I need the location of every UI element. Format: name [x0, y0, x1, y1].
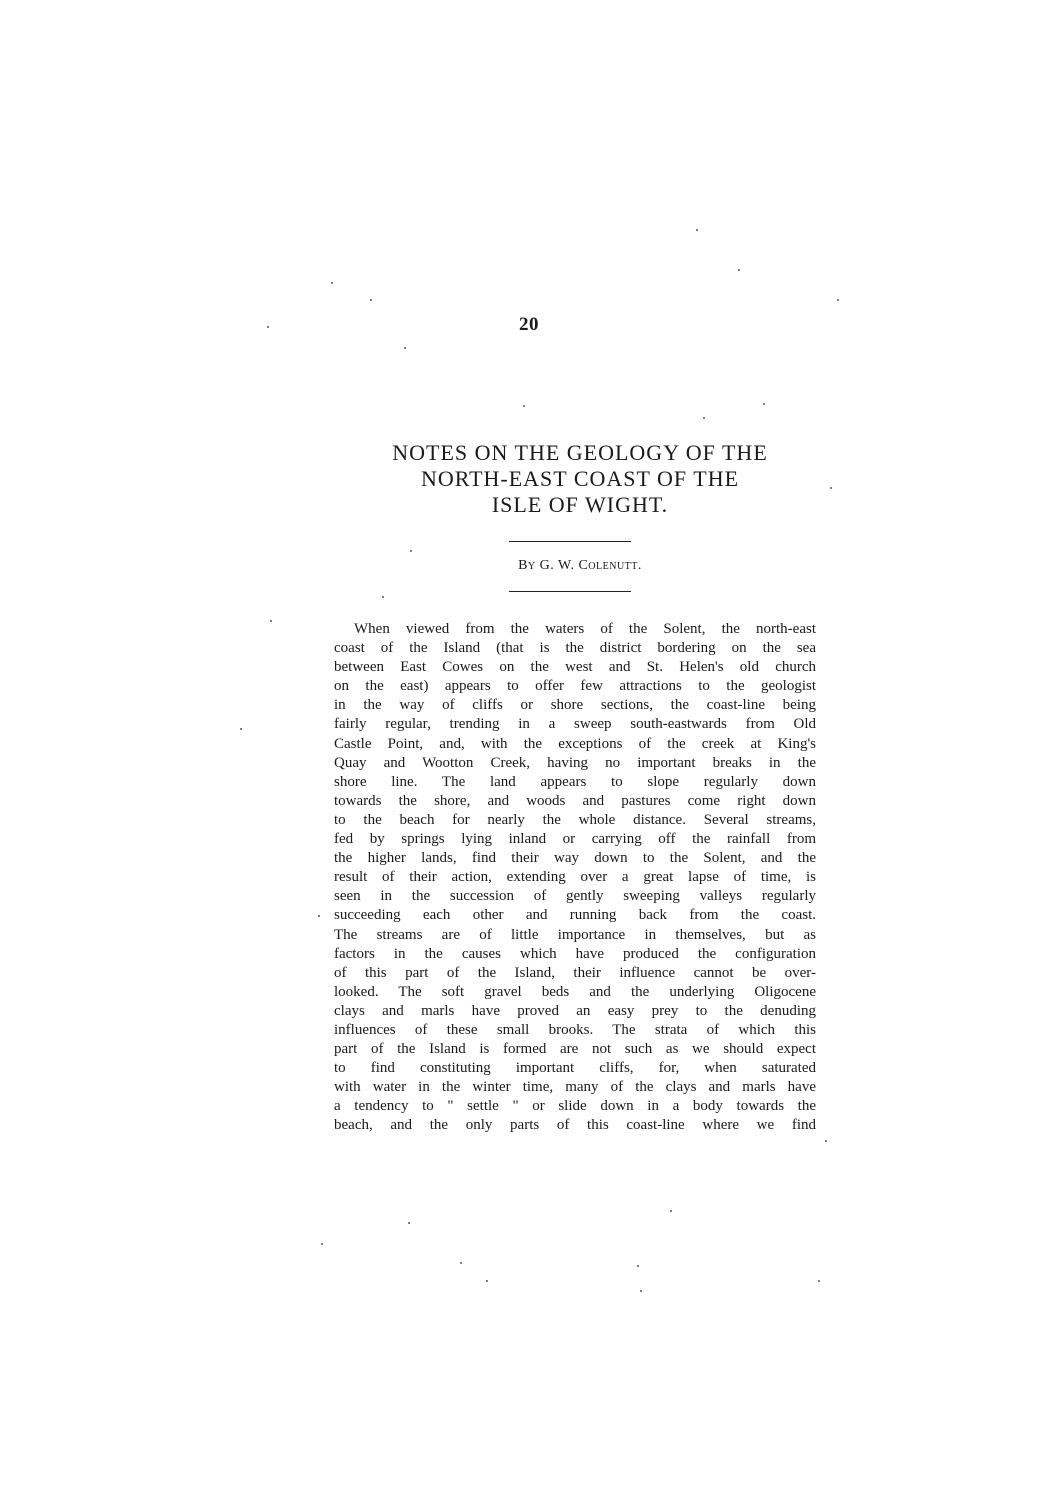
body-line: the higher lands, find their way down to the Solent, and the: [334, 850, 816, 867]
body-line: When viewed from the waters of the Solent, the north-east: [354, 621, 816, 637]
body-line: on the east) appears to offer few attractions to the geologist: [334, 678, 816, 695]
body-line: succeeding each other and running back from the coast.: [334, 907, 816, 924]
scan-speck: [640, 1290, 642, 1292]
body-line: towards the shore, and woods and pastures come right down: [334, 792, 816, 809]
scan-speck: [321, 1243, 323, 1245]
scan-speck: [818, 1280, 820, 1282]
body-line: clays and marls have proved an easy prey to the denuding: [334, 1002, 816, 1019]
scan-speck: [738, 269, 740, 271]
scan-speck: [404, 347, 406, 349]
scan-speck: [270, 620, 272, 622]
scan-speck: [331, 282, 333, 284]
body-line: seen in the succession of gently sweeping valleys regularly: [334, 888, 816, 905]
scan-speck: [670, 1210, 672, 1212]
scan-speck: [410, 550, 412, 552]
body-line: shore line. The land appears to slope regularly down: [334, 773, 816, 790]
title-line-3: ISLE OF WIGHT.: [491, 492, 669, 517]
body-line: beach, and the only parts of this coast-line where we find: [334, 1117, 816, 1134]
scan-speck: [267, 326, 269, 328]
body-line: with water in the winter time, many of the clays and marls have: [334, 1079, 816, 1096]
body-line: between East Cowes on the west and St. Helen's old church: [334, 659, 816, 676]
divider-top: [509, 541, 631, 542]
scan-speck: [523, 405, 525, 407]
scan-speck: [240, 728, 242, 730]
divider-bottom: [509, 591, 631, 592]
body-line: coast of the Island (that is the district bordering on the sea: [334, 640, 816, 657]
body-line: looked. The soft gravel beds and the underlying Oligocene: [334, 983, 816, 1000]
scan-speck: [486, 1280, 488, 1282]
body-line: fairly regular, trending in a sweep south-eastwards from Old: [334, 716, 816, 733]
scan-speck: [825, 1140, 827, 1142]
scan-speck: [837, 299, 839, 301]
body-line: influences of these small brooks. The strata of which this: [334, 1021, 816, 1038]
scan-speck: [703, 417, 705, 419]
author-name: G. W. Colenutt.: [539, 558, 642, 573]
body-line: factors in the causes which have produced the configuration: [334, 945, 816, 962]
scan-speck: [460, 1262, 462, 1264]
body-line: to the beach for nearly the whole distance. Several streams,: [334, 811, 816, 828]
byline-prefix: By: [518, 558, 536, 573]
body-paragraph: [334, 620, 816, 1136]
title-line-1: NOTES ON THE GEOLOGY OF THE: [392, 440, 768, 465]
page-number: 20: [519, 314, 539, 335]
scan-speck: [830, 487, 832, 489]
scan-speck: [696, 229, 698, 231]
body-line: result of their action, extending over a great lapse of time, is: [334, 869, 816, 886]
scan-speck: [408, 1222, 410, 1224]
body-line: part of the Island is formed are not such as we should expect: [334, 1041, 816, 1058]
scan-speck: [763, 403, 765, 405]
body-line: The streams are of little importance in themselves, but as: [334, 926, 816, 943]
article-title: [330, 440, 830, 518]
body-line: Castle Point, and, with the exceptions of the creek at King's: [334, 735, 816, 752]
scan-speck: [382, 596, 384, 598]
scan-speck: [637, 1265, 639, 1267]
body-line: a tendency to " settle " or slide down in a body towards the: [334, 1098, 816, 1115]
body-line: Quay and Wootton Creek, having no important breaks in the: [334, 754, 816, 771]
body-line: to find constituting important cliffs, for, when saturated: [334, 1060, 816, 1077]
author-byline: [330, 558, 830, 574]
body-line: in the way of cliffs or shore sections, the coast-line being: [334, 697, 816, 714]
scan-speck: [318, 915, 320, 917]
scan-speck: [370, 299, 372, 301]
title-line-2: NORTH-EAST COAST OF THE: [420, 466, 740, 491]
body-line: of this part of the Island, their influence cannot be over-: [334, 964, 816, 981]
body-line: fed by springs lying inland or carrying off the rainfall from: [334, 831, 816, 848]
